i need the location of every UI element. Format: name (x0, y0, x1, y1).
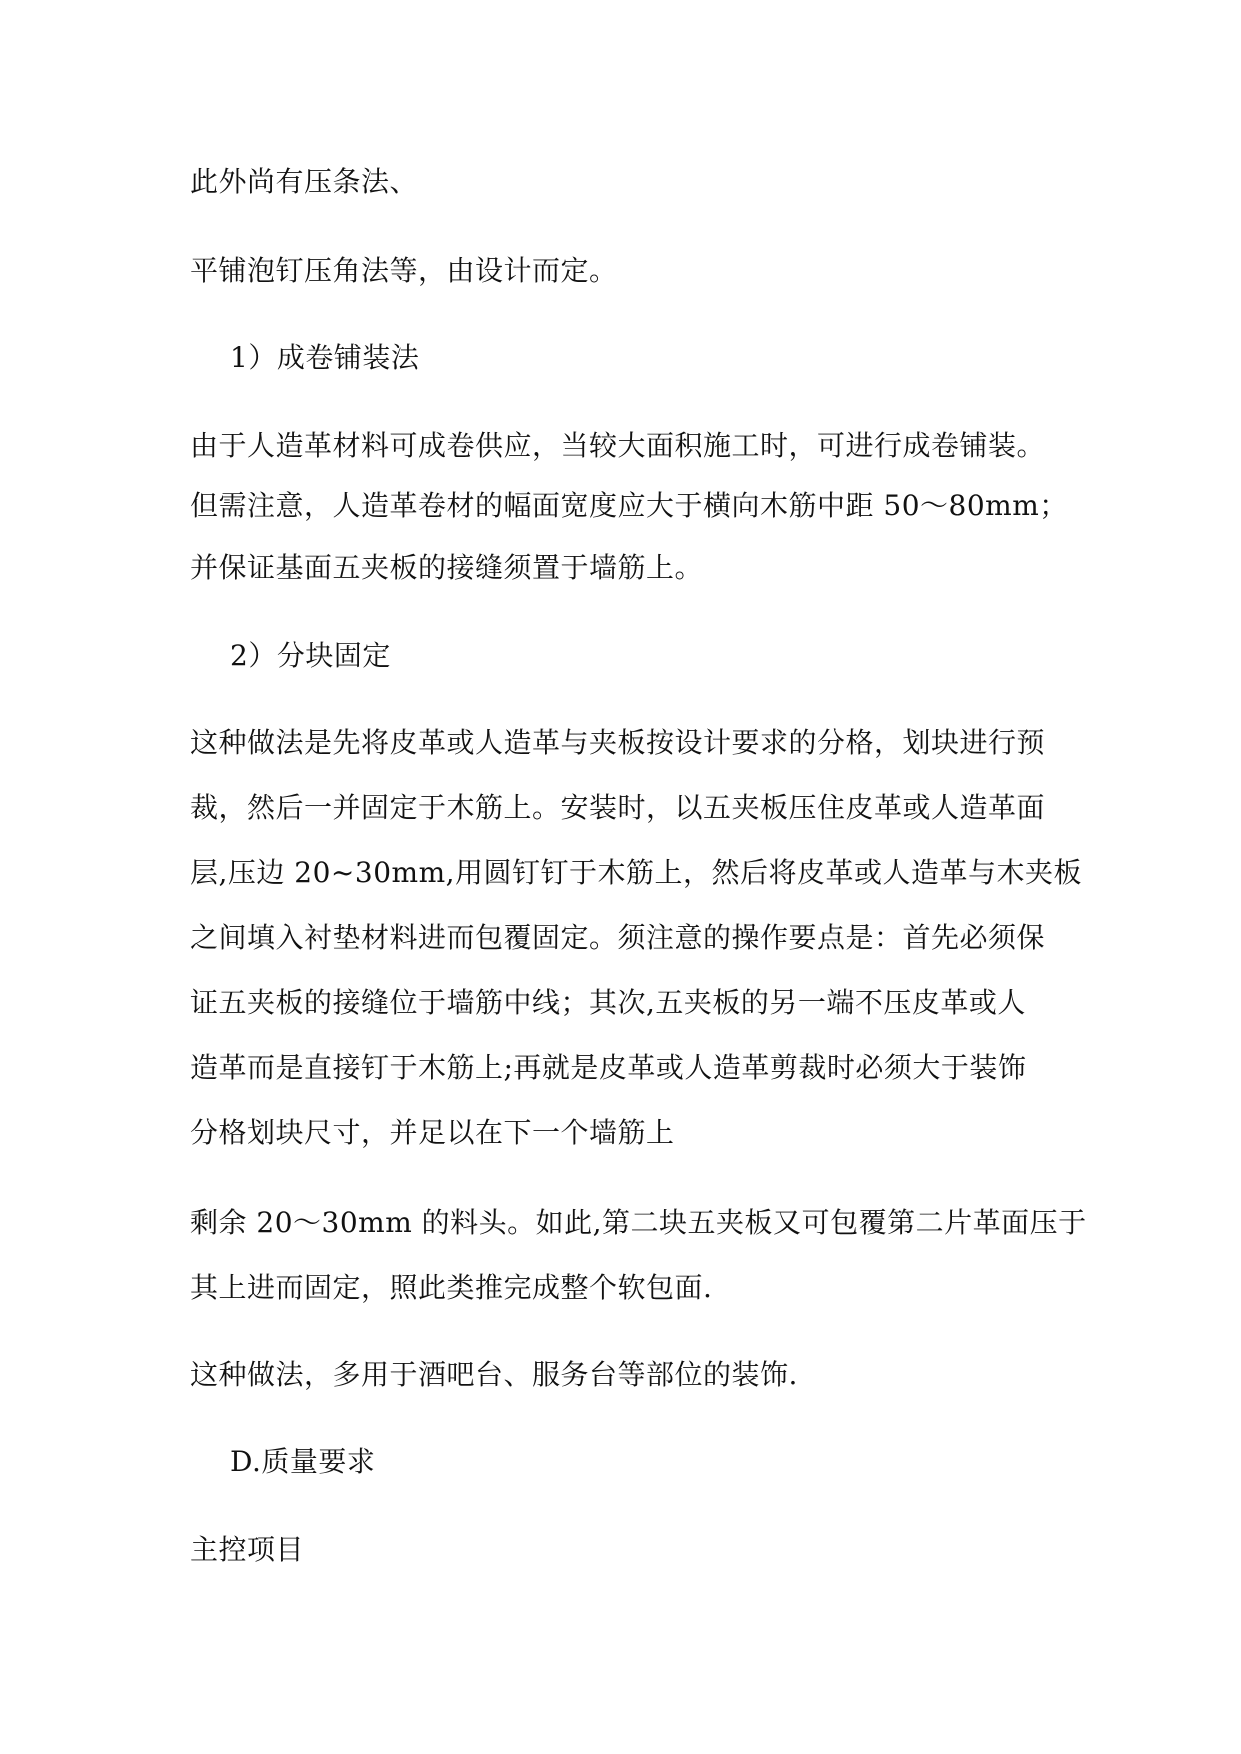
text-line-1: 此外尚有压条法、 (190, 165, 419, 198)
section-heading-roll-install: 1）成卷铺装法 (230, 341, 420, 374)
text-line-15: 剩余 20～30mm 的料头。如此,第二块五夹板又可包覆第二片革面压于 (190, 1206, 1087, 1239)
section-heading-block-fix: 2）分块固定 (230, 639, 391, 672)
text-line-14: 分格划块尺寸，并足以在下一个墙筋上 (190, 1116, 675, 1149)
text-line-10: 层,压边 20~30mm,用圆钉钉于木筋上，然后将皮革或人造革与木夹板 (190, 856, 1083, 889)
section-heading-quality: D.质量要求 (230, 1445, 376, 1478)
text-line-11: 之间填入衬垫材料进而包覆固定。须注意的操作要点是：首先必须保 (190, 921, 1046, 954)
text-line-13: 造革而是直接钉于木筋上;再就是皮革或人造革剪裁时必须大于装饰 (190, 1051, 1027, 1084)
text-line-8: 这种做法是先将皮革或人造革与夹板按设计要求的分格，划块进行预 (190, 726, 1046, 759)
text-line-19: 主控项目 (190, 1533, 305, 1566)
text-line-16: 其上进而固定，照此类推完成整个软包面. (190, 1271, 713, 1304)
text-line-4: 由于人造革材料可成卷供应，当较大面积施工时，可进行成卷铺装。 (190, 429, 1046, 462)
text-line-5: 但需注意，人造革卷材的幅面宽度应大于横向木筋中距 50～80mm； (190, 489, 1068, 522)
text-line-12: 证五夹板的接缝位于墙筋中线；其次,五夹板的另一端不压皮革或人 (190, 986, 1026, 1019)
text-line-17: 这种做法，多用于酒吧台、服务台等部位的装饰. (190, 1358, 798, 1391)
text-line-9: 裁，然后一并固定于木筋上。安装时，以五夹板压住皮革或人造革面 (190, 791, 1046, 824)
text-line-6: 并保证基面五夹板的接缝须置于墙筋上。 (190, 551, 704, 584)
text-line-2: 平铺泡钉压角法等，由设计而定。 (190, 254, 618, 287)
